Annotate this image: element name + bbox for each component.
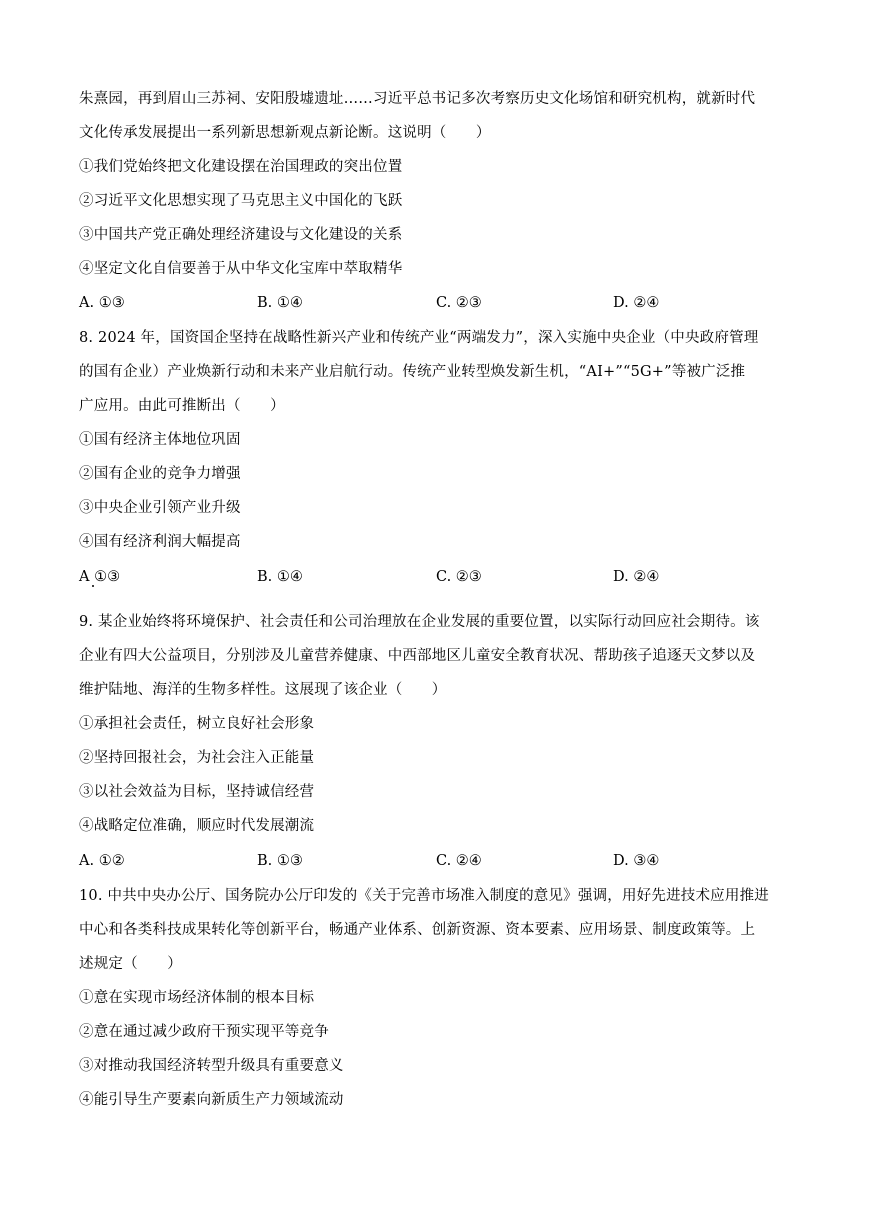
q9-statement-3: ③以社会效益为目标，坚持诚信经营 bbox=[79, 784, 315, 800]
q7-statement-2: ②习近平文化思想实现了马克思主义中国化的飞跃 bbox=[79, 193, 403, 209]
q7-statement-1: ①我们党始终把文化建设摆在治国理政的突出位置 bbox=[79, 159, 403, 175]
q9-statement-1: ①承担社会责任，树立良好社会形象 bbox=[79, 716, 315, 732]
q9-option-c: C. ②④ bbox=[436, 853, 482, 869]
q9-option-d: D. ③④ bbox=[613, 853, 660, 869]
q8-option-a: A ①③ bbox=[79, 569, 121, 585]
q8-option-c: C. ②③ bbox=[436, 569, 482, 585]
q8-statement-1: ①国有经济主体地位巩固 bbox=[79, 432, 241, 448]
q7-statement-3: ③中国共产党正确处理经济建设与文化建设的关系 bbox=[79, 227, 403, 243]
q7-statement-4: ④坚定文化自信要善于从中华文化宝库中萃取精华 bbox=[79, 261, 403, 277]
q10-stem-line-3: 述规定（ ） bbox=[79, 956, 182, 972]
q10-statement-2: ②意在通过减少政府干预实现平等竞争 bbox=[79, 1024, 329, 1040]
q9-option-b: B. ①③ bbox=[257, 853, 303, 869]
q8-option-d: D. ②④ bbox=[613, 569, 660, 585]
q10-statement-1: ①意在实现市场经济体制的根本目标 bbox=[79, 990, 315, 1006]
q8-statement-2: ②国有企业的竞争力增强 bbox=[79, 466, 241, 482]
q9-option-a: A. ①② bbox=[79, 853, 125, 869]
q10-stem-line-2: 中心和各类科技成果转化等创新平台，畅通产业体系、创新资源、资本要素、应用场景、制度政策等。上 bbox=[79, 922, 756, 938]
q8-stem-line-1: 8. 2024 年，国资国企坚持在战略性新兴产业和传统产业“两端发力”，深入实施中央企业（中央政府管理 bbox=[79, 330, 759, 346]
q8-statement-3: ③中央企业引领产业升级 bbox=[79, 500, 241, 516]
q9-statement-2: ②坚持回报社会，为社会注入正能量 bbox=[79, 750, 315, 766]
q10-stem-line-1: 10. 中共中央办公厅、国务院办公厅印发的《关于完善市场准入制度的意见》强调，用好先进技术应用推进 bbox=[79, 888, 769, 904]
q7-stem-line-2: 文化传承发展提出一系列新思想新观点新论断。这说明（ ） bbox=[79, 125, 491, 141]
q7-option-d: D. ②④ bbox=[613, 295, 660, 311]
q7-stem-line-1: 朱熹园，再到眉山三苏祠、安阳殷墟遗址……习近平总书记多次考察历史文化场馆和研究机构，就新时代 bbox=[79, 91, 756, 107]
stray-dot-mark bbox=[92, 585, 94, 587]
q9-statement-4: ④战略定位准确，顺应时代发展潮流 bbox=[79, 818, 315, 834]
q9-stem-line-3: 维护陆地、海洋的生物多样性。这展现了该企业（ ） bbox=[79, 682, 447, 698]
q7-option-b: B. ①④ bbox=[257, 295, 303, 311]
q8-option-b: B. ①④ bbox=[257, 569, 303, 585]
q8-statement-4: ④国有经济利润大幅提高 bbox=[79, 534, 241, 550]
q10-statement-4: ④能引导生产要素向新质生产力领域流动 bbox=[79, 1092, 344, 1108]
q9-stem-line-1: 9. 某企业始终将环境保护、社会责任和公司治理放在企业发展的重要位置，以实际行动回应社会期待。该 bbox=[79, 614, 760, 630]
q8-stem-line-3: 广应用。由此可推断出（ ） bbox=[79, 398, 285, 414]
q9-stem-line-2: 企业有四大公益项目，分别涉及儿童营养健康、中西部地区儿童安全教育状况、帮助孩子追逐天文梦以及 bbox=[79, 648, 756, 664]
q10-statement-3: ③对推动我国经济转型升级具有重要意义 bbox=[79, 1058, 344, 1074]
q8-stem-line-2: 的国有企业）产业焕新行动和未来产业启航行动。传统产业转型焕发新生机，“AI+”“5G+”等被广泛推 bbox=[79, 364, 746, 380]
q7-option-a: A. ①③ bbox=[79, 295, 125, 311]
q7-option-c: C. ②③ bbox=[436, 295, 482, 311]
